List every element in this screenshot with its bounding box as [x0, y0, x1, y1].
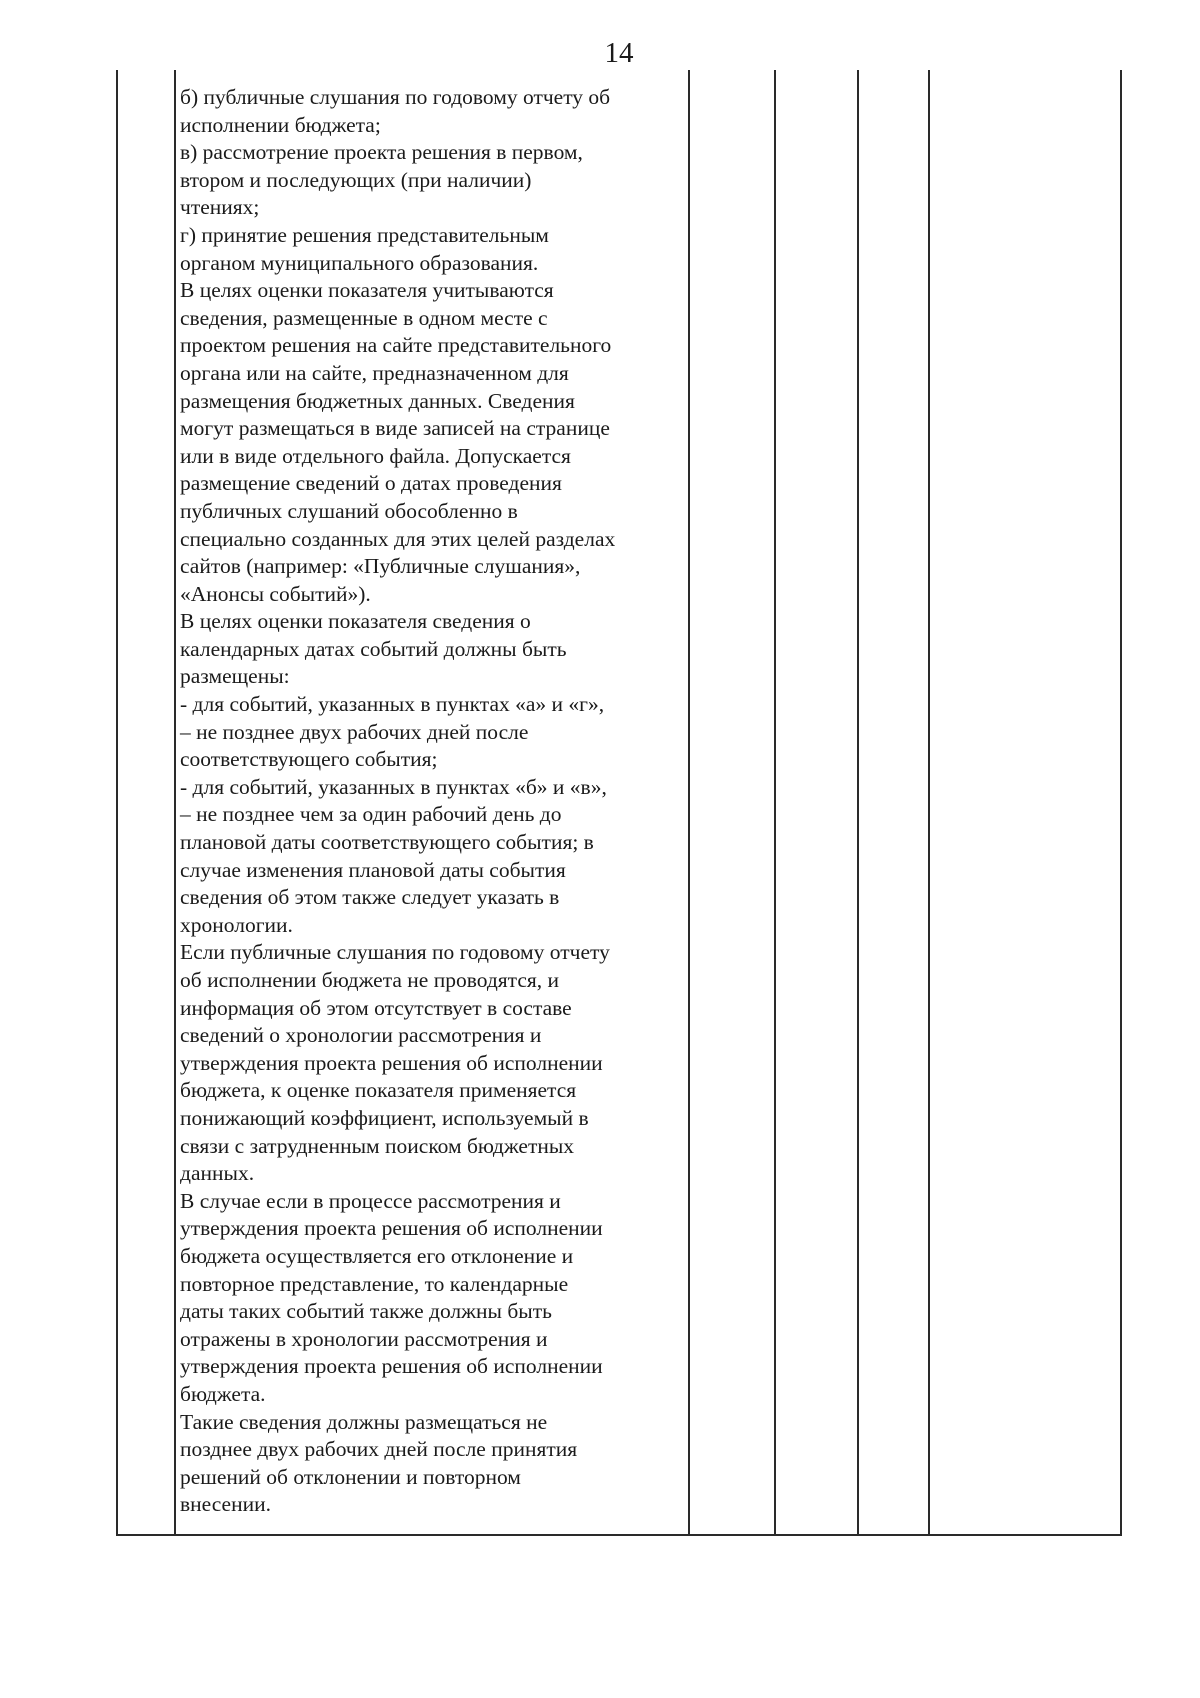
text-line: бюджета осуществляется его отклонение и — [180, 1243, 574, 1268]
text-line: случае изменения плановой даты события — [180, 857, 566, 882]
text-line: специально созданных для этих целей разделах — [180, 526, 616, 551]
text-line: размещения бюджетных данных. Сведения — [180, 388, 575, 413]
text-line: размещение сведений о датах проведения — [180, 471, 562, 496]
text-line: плановой даты соответствующего события; в — [180, 830, 594, 855]
text-line: даты таких событий также должны быть — [180, 1299, 552, 1324]
text-line: В целях оценки показателя сведения о — [180, 609, 531, 634]
text-line: – не позднее двух рабочих дней после — [180, 719, 529, 744]
description-cell — [180, 84, 686, 1519]
text-line: втором и последующих (при наличии) — [180, 167, 532, 192]
text-line: исполнении бюджета; — [180, 112, 381, 137]
text-line: бюджета, к оценке показателя применяется — [180, 1078, 577, 1103]
text-line: решений об отклонении и повторном — [180, 1464, 521, 1489]
text-line: могут размещаться в виде записей на странице — [180, 416, 610, 441]
text-line: г) принятие решения представительным — [180, 222, 549, 247]
table-border-right — [1120, 70, 1122, 1536]
text-line: календарных датах событий должны быть — [180, 636, 567, 661]
text-line: сведения, размещенные в одном месте с — [180, 305, 548, 330]
column-divider-5 — [928, 70, 930, 1536]
table-border-bottom — [116, 1534, 1122, 1536]
text-line: чтениях; — [180, 195, 260, 220]
text-line: - для событий, указанных в пунктах «б» и «в», — [180, 774, 607, 799]
text-line: утверждения проекта решения об исполнении — [180, 1216, 603, 1241]
text-line: «Анонсы событий»). — [180, 581, 371, 606]
text-line: утверждения проекта решения об исполнении — [180, 1050, 603, 1075]
text-line: внесении. — [180, 1492, 271, 1517]
text-line: органом муниципального образования. — [180, 250, 539, 275]
text-line: об исполнении бюджета не проводятся, и — [180, 968, 560, 992]
page-number: 14 — [604, 37, 634, 69]
text-line: понижающий коэффициент, используемый в — [180, 1105, 589, 1130]
text-line: хронологии. — [180, 912, 293, 937]
text-line: утверждения проекта решения об исполнении — [180, 1354, 603, 1379]
column-divider-2 — [688, 70, 690, 1536]
text-line: отражены в хронологии рассмотрения и — [180, 1326, 548, 1351]
text-line: бюджета. — [180, 1381, 266, 1406]
table — [116, 70, 1122, 1536]
text-line: В целях оценки показателя учитываются — [180, 278, 554, 303]
text-line: данных. — [180, 1161, 255, 1186]
text-line: б) публичные слушания по годовому отчету об — [180, 85, 611, 109]
column-divider-1 — [174, 70, 176, 1536]
text-line: – не позднее чем за один рабочий день до — [180, 802, 562, 827]
text-line: размещены: — [180, 664, 290, 689]
text-line: сведений о хронологии рассмотрения и — [180, 1023, 542, 1048]
column-divider-3 — [774, 70, 776, 1536]
text-line: информация об этом отсутствует в составе — [180, 995, 572, 1020]
text-line: или в виде отдельного файла. Допускается — [180, 443, 571, 468]
text-line: связи с затрудненным поиском бюджетных — [180, 1133, 575, 1158]
text-line: повторное представление, то календарные — [180, 1271, 569, 1296]
text-line: позднее двух рабочих дней после принятия — [180, 1437, 578, 1462]
column-divider-4 — [857, 70, 859, 1536]
text-line: органа или на сайте, предназначенном для — [180, 360, 569, 385]
text-line: - для событий, указанных в пунктах «а» и «г», — [180, 692, 605, 717]
table-border-left — [116, 70, 118, 1536]
text-line: в) рассмотрение проекта решения в первом, — [180, 140, 583, 165]
text-line: публичных слушаний обособленно в — [180, 498, 518, 523]
text-line: В случае если в процессе рассмотрения и — [180, 1188, 561, 1213]
text-line: проектом решения на сайте представительного — [180, 333, 612, 358]
text-line: Такие сведения должны размещаться не — [180, 1409, 548, 1434]
text-line: Если публичные слушания по годовому отчету — [180, 940, 610, 965]
text-line: соответствующего события; — [180, 747, 438, 772]
text-line: сайтов (например: «Публичные слушания», — [180, 554, 581, 579]
text-line: сведения об этом также следует указать в — [180, 885, 560, 910]
